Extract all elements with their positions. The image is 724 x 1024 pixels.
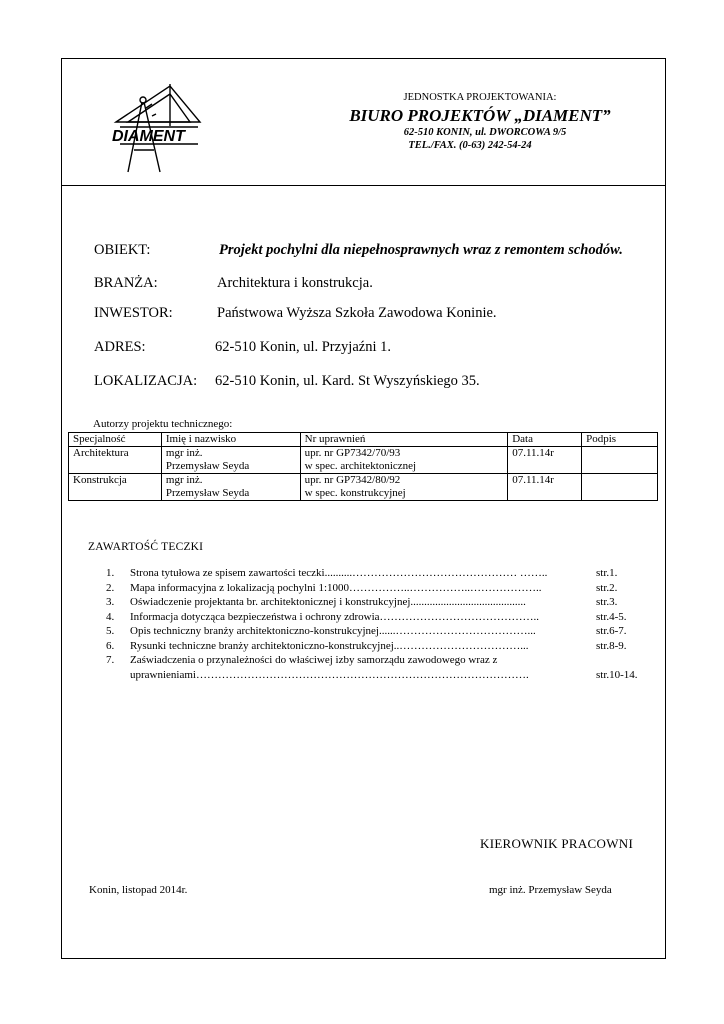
address-label: ADRES:	[94, 339, 146, 355]
page-frame	[61, 58, 666, 959]
specialty-cell: Architektura	[69, 447, 162, 474]
company-logo	[108, 80, 206, 178]
list-item: 1. Strona tytułowa ze spisem zawartości teczki..........……………………………………… …….. str.1.	[106, 567, 618, 579]
column-header: Data	[508, 433, 582, 447]
list-item: uprawnieniami………………………………………………………………………………. str.10-14.	[130, 668, 638, 681]
table-row	[69, 474, 658, 501]
bureau-phone: TEL./FAX. (0-63) 242-54-24	[408, 140, 532, 151]
location-value: 62-510 Konin, ul. Kard. St Wyszyńskiego 35.	[215, 373, 480, 389]
authors-table	[68, 432, 658, 501]
signature-cell	[582, 447, 658, 474]
header-divider	[61, 185, 666, 186]
object-value: Projekt pochylni dla niepełnosprawnych wraz z remontem schodów.	[219, 242, 623, 258]
branch-label: BRANŻA:	[94, 275, 158, 291]
list-item: 6. Rysunki techniczne branży architektoniczno-konstrukcyjnej..……………………………... str.8-9.	[106, 639, 627, 652]
signer-name: mgr inż. Przemysław Seyda	[489, 884, 612, 896]
list-item: 2. Mapa informacyjna z lokalizacją pochylni 1:1000……………..……………..……………….. str.2.	[106, 581, 618, 594]
name-cell: mgr inż. Przemysław Seyda	[161, 474, 300, 501]
column-header: Imię i nazwisko	[161, 433, 300, 447]
column-header: Nr uprawnień	[300, 433, 508, 447]
list-item: 5. Opis techniczny branży architektoniczno-konstrukcyjnej......………………………………... str.6-7.	[106, 625, 627, 637]
date-cell: 07.11.14r	[508, 474, 582, 501]
authors-caption: Autorzy projektu technicznego:	[93, 418, 233, 430]
specialty-cell: Konstrukcja	[69, 474, 162, 501]
investor-value: Państwowa Wyższa Szkoła Zawodowa Koninie.	[217, 305, 497, 321]
license-cell: upr. nr GP7342/80/92 w spec. konstrukcyjnej	[300, 474, 508, 501]
object-label: OBIEKT:	[94, 242, 151, 258]
license-cell: upr. nr GP7342/70/93 w spec. architektonicznej	[300, 447, 508, 474]
name-cell: mgr inż. Przemysław Seyda	[161, 447, 300, 474]
list-item: 3. Oświadczenie projektanta br. architektonicznej i konstrukcyjnej.......................................... str.3.	[106, 596, 618, 608]
unit-label: JEDNOSTKA PROJEKTOWANIA:	[403, 92, 557, 103]
address-value: 62-510 Konin, ul. Przyjaźni 1.	[215, 339, 391, 355]
list-item: 4. Informacja dotycząca bezpieczeństwa i ochrony zdrowia…………………………………….. str.4-5.	[106, 610, 627, 623]
diament-logo-icon	[108, 80, 206, 178]
branch-value: Architektura i konstrukcja.	[217, 275, 373, 291]
contents-title: ZAWARTOŚĆ TECZKI	[88, 541, 204, 553]
list-item: 7. Zaświadczenia o przynależności do właściwej izby samorządu zawodowego wraz z	[106, 654, 498, 666]
signature-cell	[582, 474, 658, 501]
date-cell: 07.11.14r	[508, 447, 582, 474]
table-row	[69, 447, 658, 474]
place-date: Konin, listopad 2014r.	[89, 884, 188, 896]
contents-list	[106, 566, 646, 682]
manager-title: KIEROWNIK PRACOWNI	[480, 836, 634, 851]
bureau-address: 62-510 KONIN, ul. DWORCOWA 9/5	[403, 127, 567, 138]
bureau-name: BIURO PROJEKTÓW „DIAMENT”	[349, 106, 611, 125]
table-header-row	[69, 433, 658, 447]
column-header: Podpis	[582, 433, 658, 447]
location-label: LOKALIZACJA:	[94, 373, 198, 389]
logo-text: DIAMENT	[112, 128, 185, 145]
investor-label: INWESTOR:	[94, 305, 173, 321]
column-header: Specjalność	[69, 433, 162, 447]
